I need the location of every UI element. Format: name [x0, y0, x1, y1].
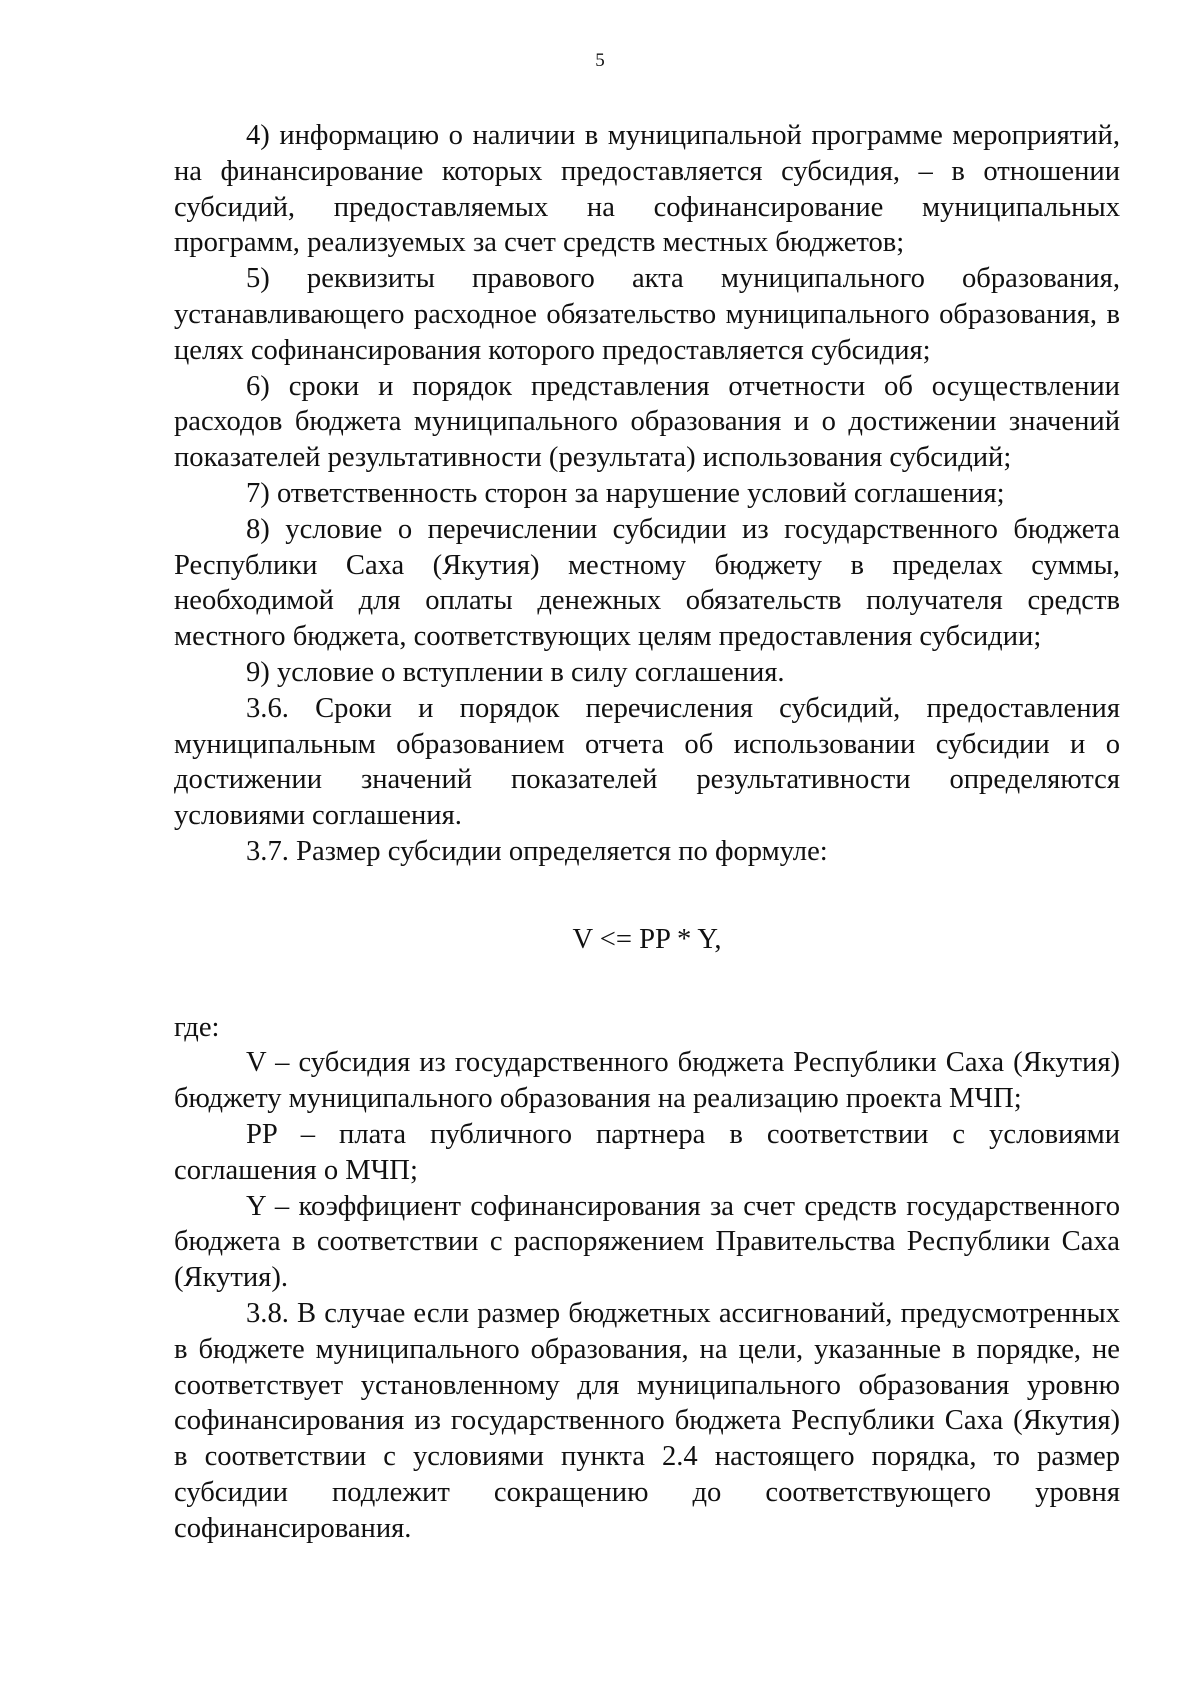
definition-v: V – субсидия из государственного бюджета Республики Саха (Якутия) бюджету муниципального образования на реализацию проекта МЧП; [174, 1047, 1120, 1115]
definition-y: Y – коэффициент софинансирования за счет средств государственного бюджета в соответствии с распоряжением Правительства Республики Саха (Якутия). [174, 1190, 1120, 1294]
paragraph-item-5: 5) реквизиты правового акта муниципального образования, устанавливающего расходное обязательство муниципального образования, в целях софинансирования которого предоставляется субсидия; [174, 263, 1120, 366]
definition-pp: PP – плата публичного партнера в соответствии с условиями соглашения о МЧП; [174, 1118, 1120, 1186]
paragraph-3-7: 3.7. Размер субсидии определяется по формуле: [246, 835, 828, 867]
paragraph-3-6: 3.6. Сроки и порядок перечисления субсидий, предоставления муниципальным образованием отчета об использовании субсидии и о достижении значений показателей результативности определяются условиями соглашения. [174, 692, 1120, 832]
paragraph-item-7: 7) ответственность сторон за нарушение условий соглашения; [246, 477, 1005, 509]
where-label: где: [174, 1011, 220, 1043]
page-number: 5 [595, 50, 605, 71]
document-body [174, 118, 1120, 1546]
formula: V <= PP * Y, [572, 923, 722, 955]
paragraph-3-8: 3.8. В случае если размер бюджетных ассигнований, предусмотренных в бюджете муниципального образования, на цели, указанные в порядке, не соответствует установленному для муниципального образования уровню софинансирования из государственного бюджета Республики Саха (Якутия) в соответствии с условиями пункта 2.4 настоящего порядка, то размер субсидии подлежит сокращению до соответствующего уровня софинансирования. [174, 1297, 1120, 1544]
paragraph-item-9: 9) условие о вступлении в силу соглашения. [246, 656, 785, 688]
paragraph-item-6: 6) сроки и порядок представления отчетности об осуществлении расходов бюджета муниципального образования и о достижении значений показателей результативности (результата) использования субсидий; [174, 370, 1120, 474]
paragraph-item-8: 8) условие о перечислении субсидии из государственного бюджета Республики Саха (Якутия) местному бюджету в пределах суммы, необходимой для оплаты денежных обязательств получателя средств местного бюджета, соответствующих целям предоставления субсидии; [174, 513, 1120, 653]
paragraph-item-4: 4) информацию о наличии в муниципальной программе мероприятий, на финансирование которых предоставляется субсидия, – в отношении субсидий, предоставляемых на софинансирование муниципальных программ, реализуемых за счет средств местных бюджетов; [174, 120, 1120, 259]
